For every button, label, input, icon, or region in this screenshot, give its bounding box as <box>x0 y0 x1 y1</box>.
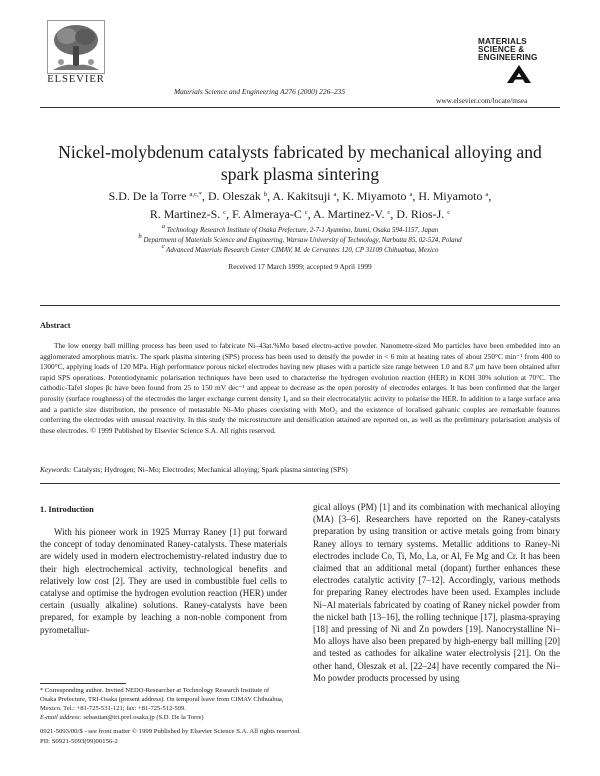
affiliation: $^b$ Department of Materials Science and Engineering, Warsaw University of Technology, Narbutta 85, 02-524, Poland <box>138 233 462 244</box>
keywords <box>40 465 560 474</box>
left-column <box>40 526 287 636</box>
journal-logo-line: ENGINEERING <box>478 53 538 62</box>
journal-logo-line: SCIENCE & <box>478 45 525 54</box>
abstract-heading: Abstract <box>40 321 71 330</box>
author-list: S.D. De la Torre $^{a,c,*}$, D. Oleszak $^b$, A. Kakitsuji $^a$, K. Miyamoto $^a$, H. Miyamoto $^a$, R. Martinez-S. $^c$, F. Almeraya-C $^c$, A. Martinez-V. $^c$, D. Rios-J. $^c$ <box>108 189 492 221</box>
abstract-body <box>40 341 560 436</box>
email-address[interactable]: sebastian@tri.pref.osaka.jp (S.D. De la Torre) <box>83 714 204 722</box>
author: D. Rios-J. $^c$ <box>396 207 451 221</box>
journal-logo <box>478 38 560 84</box>
paragraph: gical alloys (PM) [1] and its combination with mechanical alloying (MA) [3–6]. Researchers have reported on the Raney-catalysts preparation by using transition or active metals going from binary Raney alloys to ternary systems. Metallic additions to Raney-Ni electrodes include Co, Ti, Mo, La, or Al, Fe Mg and Cr. It has been claimed that an additional metal (dopant) further enhances these electrodes catalytic activity [7–12]. Accordingly, various methods for preparing Raney electrodes have been used. Examples include Ni–Al materials fabricated by coating of Raney nickel powder from the nickel bath [13–16], the rolling technique [17], plasma-spraying [18] and pressing of Ni and Zn powders [19]. Nanocrystalline Ni–Mo alloys have also been prepared by high-energy ball milling [20] and tested as cathodes for alkaline water electrolysis [21]. On the other hand, Oleszak et al. [22–24] have recently compared the Ni–Mo powder products processed by using <box>313 502 560 683</box>
paragraph: With his pioneer work in 1925 Murray Raney [1] put forward the concept of today denominated Raney-catalysts. These materials are widely used in modern electrochemistry-related industry due to their high electrochemical activity, technological benefits and relatively low cost [2]. They are used in combustible fuel cells to catalyse and optimise the hydrogen evolution reaction (HER) under certain (usually alkaline) solutions. Raney-catalysts have been prepared, for example by leaching a non-noble component from pyrometallur- <box>40 527 287 635</box>
received-dates: Received 17 March 1999; accepted 9 April 1999 <box>228 262 372 271</box>
author: A. Martinez-V. $^c$ <box>313 207 391 221</box>
issn-line: 0921-5093/00/$ - see front matter © 1999 Published by Elsevier Science S.A. All rights reserved. <box>40 728 301 735</box>
divider <box>40 305 560 306</box>
journal-reference: Materials Science and Engineering A276 (2000) 226–235 <box>174 87 346 96</box>
author: R. Martinez-S. $^c$ <box>149 207 227 221</box>
author: H. Miyamoto $^a$ <box>418 189 489 203</box>
affiliation: $^c$ Advanced Materials Research Center CIMAV, M. de Cervantes 120, CP 31109 Chihuahua, Mexico <box>161 243 439 254</box>
elsevier-logo <box>40 20 112 85</box>
journal-url[interactable]: www.elsevier.com/locate/msea <box>436 96 528 105</box>
elsevier-tree-icon <box>47 20 105 74</box>
journal-letter-a-icon <box>504 64 534 84</box>
article-title: Nickel-molybdenum catalysts fabricated by mechanical alloying and spark plasma sintering <box>58 142 542 184</box>
section-heading: 1. Introduction <box>40 505 94 514</box>
affiliation: $^a$ Technology Research Institute of Osaka Prefecture, 2-7-1 Ayumino, Izumi, Osaka 594-1157, Japan <box>161 223 439 234</box>
footnote-divider <box>40 683 126 684</box>
header-divider <box>40 107 560 108</box>
publisher-name: ELSEVIER <box>47 74 105 85</box>
bottom-info <box>40 727 560 747</box>
keywords-label: Keywords: <box>40 465 72 474</box>
author: K. Miyamoto $^a$ <box>342 189 413 203</box>
corresponding-author-note: * Corresponding author. Invited NEDO-Researcher at Technology Research Institute of Osaka Prefecture, TRI-Osaka (present address). On temporal leave from CIMAV Chihuahua, Mexico. Tel.: +81-725-531-121; fax: +81-725-512-509. <box>40 687 284 713</box>
abstract-copyright: © 1999 Published by Elsevier Science S.A. All rights reserved. <box>90 425 276 435</box>
email-line <box>40 713 287 722</box>
keywords-list: Catalysts; Hydrogen; Ni–Mo; Electrodes; Mechanical alloying; Spark plasma sintering (SPS) <box>73 465 348 474</box>
right-column <box>313 501 560 684</box>
abstract-text: The low energy ball milling process has been used to fabricate Ni–43at.%Mo based electro-active powder. Nanometre-sized Mo particles have been embedded into an agglomerated amorphous matrix. The spark plasma sintering (SPS) process has been used to densify the powder in < 6 min at heating rates of about 250°C min⁻¹ from 400 to 1300°C, applying loads of 120 MPa. High performance porous nickel electrodes having new phases with a particle size range between 1.0 and 8.7 µm have been obtained after rapid SPS operations. Potentiodynamic polarisation techniques have been used to characterise the hydrogen evolution reaction (HER) in KOH 30% solution at 70°C. The cathodic-Tafel slopes βc have been found from 25 to 150 mV dec⁻¹ and appear to decrease as the open porosity of electrodes enlarges. It has been confirmed that the larger porosity (surface roughness) of the electrodes the larger exchange current density I₀ and so their electrocatalytic activity to polarise the HER. In addition to a large surface area and a particle size distribution, the presence of metastable Ni–Mo phases coexisting with MoO₂ and the existence of localised galvanic couples are remarkable features conferring the electrodes with unusual reactivity. In this study the microstructure and densification attained are reported on, as well as the preliminary polarisation analysis of these electrodes. <box>40 341 560 435</box>
author: F. Almeraya-C $^c$ <box>232 207 308 221</box>
divider <box>40 483 560 484</box>
journal-logo-line: MATERIALS <box>478 37 527 46</box>
affiliation-list <box>40 223 560 256</box>
author: D. Oleszak $^b$ <box>207 189 268 203</box>
author: S.D. De la Torre $^{a,c,*}$ <box>108 189 202 203</box>
email-label: E-mail address: <box>40 714 82 722</box>
footnote <box>40 686 287 722</box>
author: A. Kakitsuji $^a$ <box>272 189 337 203</box>
pii-line: PII: S0921-5093(99)00156-2 <box>40 738 118 745</box>
